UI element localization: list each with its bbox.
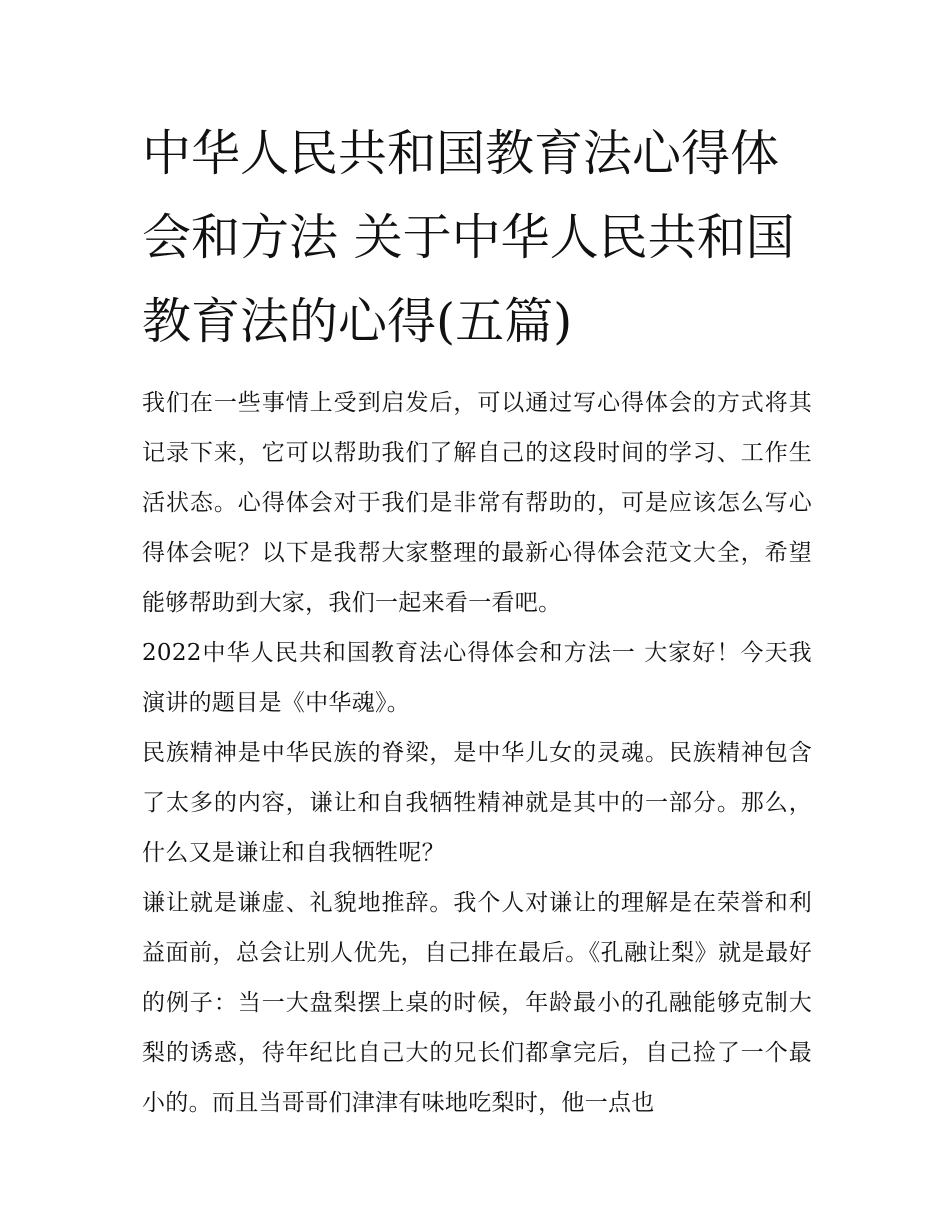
paragraph-modesty: 谦让就是谦虚、礼貌地推辞。我个人对谦让的理解是在荣誉和利益面前，总会让别人优先，自己排在最后。《孔融让梨》就是最好的例子：当一大盘梨摆上桌的时候，年龄最小的孔融能够克制大梨的诱惑，待年纪比自己大的兄长们都拿完后，自己捡了一个最小的。而且当哥哥们津津有味地吃梨时，他一点也 — [142, 890, 812, 1116]
document-body — [142, 112, 812, 1128]
paragraph-speech-opening: 2022中华人民共和国教育法心得体会和方法一 大家好！今天我演讲的题目是《中华魂》。 — [142, 640, 812, 716]
paragraph-national-spirit: 民族精神是中华民族的脊梁，是中华儿女的灵魂。民族精神包含了太多的内容，谦让和自我牺牲精神就是其中的一部分。那么，什么又是谦让和自我牺牲呢？ — [142, 740, 812, 866]
paragraph-intro: 我们在一些事情上受到启发后，可以通过写心得体会的方式将其记录下来，它可以帮助我们了解自己的这段时间的学习、工作生活状态。心得体会对于我们是非常有帮助的，可是应该怎么写心得体会呢？以下是我帮大家整理的最新心得体会范文大全，希望能够帮助到大家，我们一起来看一看吧。 — [142, 390, 812, 616]
document-title: 中华人民共和国教育法心得体会和方法 关于中华人民共和国教育法的心得(五篇) — [142, 125, 795, 350]
